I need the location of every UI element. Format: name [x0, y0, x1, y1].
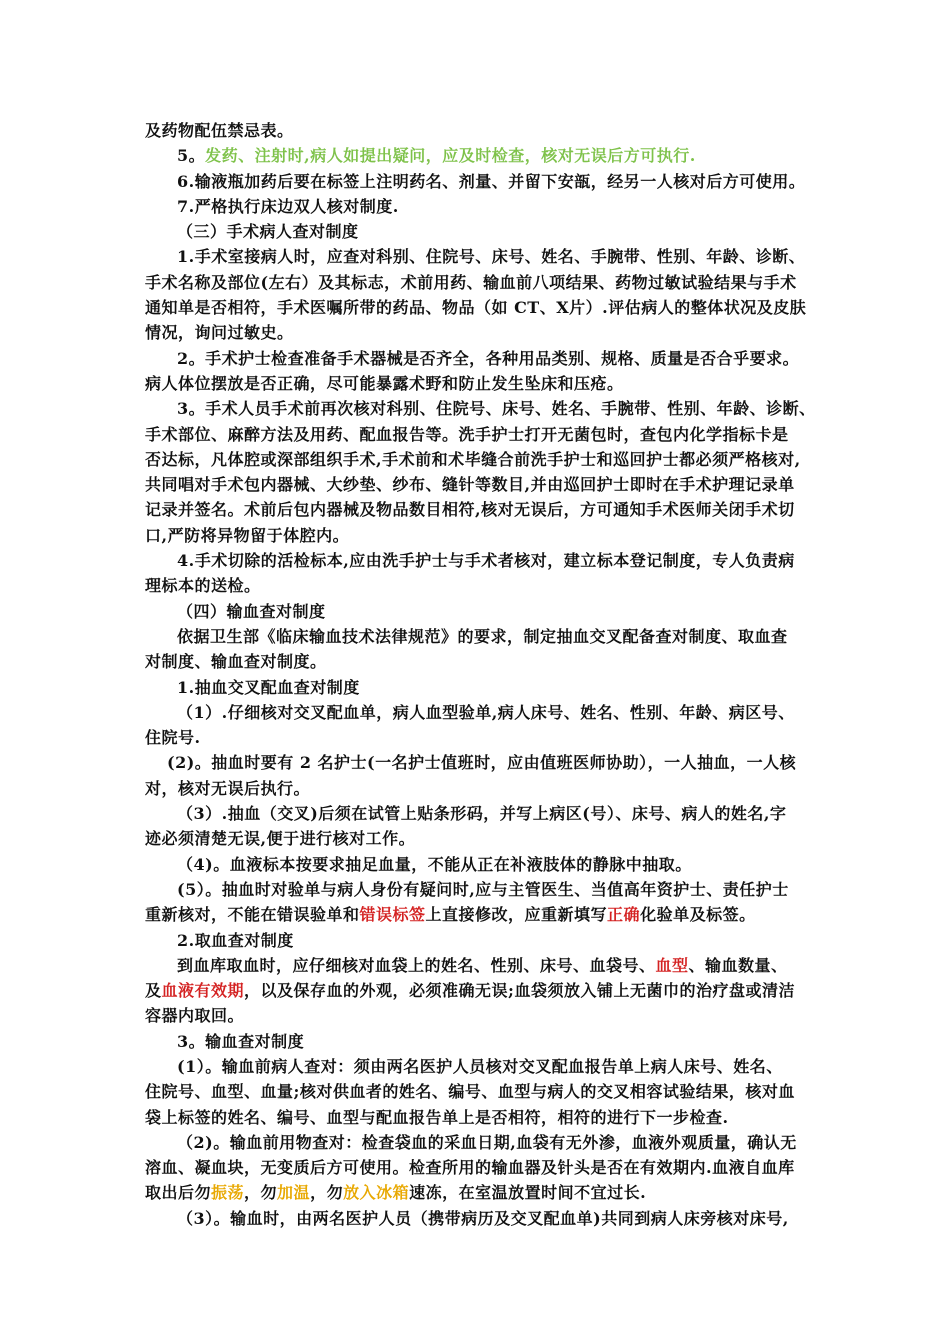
text-segment: 手术名称及部位(左右）及其标志，术前用药、输血前八项结果、药物过敏试验结果与手术 — [145, 272, 797, 292]
text-segment: 化验单及标签。 — [640, 905, 756, 925]
text-line — [145, 169, 825, 194]
text-segment: 溶血、凝血块，无变质后方可使用。检查所用的输血器及针头是否在有效期内.血液自血库 — [145, 1158, 795, 1178]
text-segment: 否达标，凡体腔或深部组织手术,手术前和术毕缝合前洗手护士和巡回护士都必须严格核对, — [145, 449, 801, 469]
text-line — [145, 219, 825, 244]
text-segment: 速冻，在室温放置时间不宜过长. — [409, 1183, 647, 1203]
text-segment: 住院号. — [145, 728, 201, 748]
highlighted-text: 放入冰箱 — [343, 1183, 410, 1203]
highlighted-text: 正确 — [607, 905, 641, 925]
highlighted-text: 发药、注射时,病人如提出疑问，应及时检查，核对无误后方可执行. — [205, 146, 696, 166]
text-line — [145, 472, 825, 497]
text-line — [145, 624, 825, 649]
text-segment: ，勿 — [244, 1183, 278, 1203]
text-line — [145, 1105, 825, 1130]
text-segment: （1）.仔细核对交叉配血单，病人血型验单,病人床号、姓名、性别、年龄、病区号、 — [177, 702, 795, 722]
text-line — [145, 573, 825, 598]
text-segment: 6.输液瓶加药后要在标签上注明药名、剂量、并留下安瓿，经另一人核对后方可使用。 — [177, 171, 806, 191]
text-line — [145, 776, 825, 801]
text-segment: 对制度、输血查对制度。 — [145, 652, 327, 672]
text-line — [145, 675, 825, 700]
text-line — [145, 244, 825, 269]
highlighted-text: 加温 — [277, 1183, 311, 1203]
text-line — [145, 852, 825, 877]
text-line — [145, 1155, 825, 1180]
text-line — [145, 826, 825, 851]
text-segment: (1）。输血前病人查对：须由两名医护人员核对交叉配血报告单上病人床号、姓名、 — [177, 1056, 783, 1076]
text-line — [145, 750, 825, 775]
text-segment: （3）.抽血（交叉)后须在试管上贴条形码，并写上病区(号）、床号、病人的姓名,字 — [177, 804, 787, 824]
text-segment: 上直接修改，应重新填写 — [425, 905, 608, 925]
text-segment: 依据卫生部《临床输血技术法律规范》的要求，制定抽血交叉配备查对制度、取血查 — [177, 626, 788, 646]
text-segment: ，以及保存血的外观，必须准确无误;血袋须放入铺上无菌巾的治疗盘或清洁 — [244, 981, 795, 1001]
text-segment: 3。手术人员手术前再次核对科别、住院号、床号、姓名、手腕带、性别、年龄、诊断、 — [177, 399, 816, 419]
text-segment: 7.严格执行床边双人核对制度. — [177, 196, 399, 216]
text-line — [145, 447, 825, 472]
text-segment: 迹必须清楚无误,便于进行核对工作。 — [145, 829, 416, 849]
text-line — [145, 902, 825, 927]
text-line — [145, 295, 825, 320]
document-body-text — [145, 118, 825, 1231]
text-line — [145, 497, 825, 522]
text-segment: 5。 — [177, 146, 206, 166]
text-segment: 病人体位摆放是否正确，尽可能暴露术野和防止发生坠床和压疮。 — [145, 373, 624, 393]
text-line — [145, 801, 825, 826]
text-segment: 容器内取回。 — [145, 1006, 245, 1026]
text-line — [145, 422, 825, 447]
text-segment: 袋上标签的姓名、编号、血型与配血报告单上是否相符，相符的进行下一步检查. — [145, 1107, 729, 1127]
text-segment: （三）手术病人查对制度 — [177, 222, 359, 242]
text-segment: 记录并签名。术前后包内器械及物品数目相符,核对无误后，方可通知手术医师关闭手术切 — [145, 500, 795, 520]
text-segment: 3。输血查对制度 — [177, 1031, 305, 1051]
text-segment: （4)。血液标本按要求抽足血量，不能从正在补液肢体的静脉中抽取。 — [177, 854, 692, 874]
text-line — [145, 320, 825, 345]
text-segment: （3）。输血时，由两名医护人员（携带病历及交叉配血单)共同到病人床旁核对床号, — [177, 1208, 789, 1228]
text-line — [145, 1180, 825, 1205]
text-segment: （2)。输血前用物查对：检查袋血的采血日期,血袋有无外渗，血液外观质量，确认无 — [177, 1132, 797, 1152]
text-segment: 住院号、血型、血量;核对供血者的姓名、编号、血型与病人的交叉相容试验结果，核对血 — [145, 1082, 795, 1102]
text-line — [145, 270, 825, 295]
text-line — [145, 523, 825, 548]
text-line — [145, 1029, 825, 1054]
text-line — [145, 953, 825, 978]
text-segment: 到血库取血时，应仔细核对血袋上的姓名、性别、床号、血袋号、 — [177, 955, 656, 975]
text-line — [145, 396, 825, 421]
text-line — [145, 877, 825, 902]
highlighted-text: 错误标签 — [359, 905, 426, 925]
highlighted-text: 血型 — [655, 955, 689, 975]
text-segment: 及药物配伍禁忌表。 — [145, 121, 294, 140]
text-segment: (2)。抽血时要有 2 名护士(一名护士值班时，应由值班医师协助），一人抽血，一人核 — [167, 753, 797, 773]
highlighted-text: 血液有效期 — [161, 981, 245, 1001]
highlighted-text: 振荡 — [211, 1183, 245, 1203]
text-segment: 重新核对，不能在错误验单和 — [145, 905, 360, 925]
text-segment: 共同唱对手术包内器械、大纱垫、纱布、缝针等数目,并由巡回护士即时在手术护理记录单 — [145, 475, 795, 495]
text-segment: 取出后勿 — [145, 1183, 212, 1203]
text-segment: 2。手术护士检查准备手术器械是否齐全，各种用品类别、规格、质量是否合乎要求。 — [177, 348, 800, 368]
text-line — [145, 548, 825, 573]
text-segment: 情况，询问过敏史。 — [145, 323, 294, 343]
text-line — [145, 346, 825, 371]
text-line — [145, 194, 825, 219]
text-line — [145, 1206, 825, 1231]
text-segment: 2.取血查对制度 — [177, 930, 294, 950]
text-segment: 4.手术切除的活检标本,应由洗手护士与手术者核对，建立标本登记制度，专人负责病 — [177, 551, 795, 571]
text-segment: 1.抽血交叉配血查对制度 — [177, 677, 360, 697]
text-segment: 1.手术室接病人时，应查对科别、住院号、床号、姓名、手腕带、性别、年龄、诊断、 — [177, 247, 806, 267]
text-segment: 及 — [145, 981, 162, 1001]
text-line — [145, 649, 825, 674]
text-segment: (5）。抽血时对验单与病人身份有疑问时,应与主管医生、当值高年资护士、责任护士 — [177, 879, 789, 899]
text-line — [145, 143, 825, 168]
text-segment: 口,严防将异物留于体腔内。 — [145, 525, 350, 545]
text-segment: （四）输血查对制度 — [177, 601, 326, 621]
text-line — [145, 1079, 825, 1104]
text-segment: 通知单是否相符，手术医嘱所带的药品、物品（如 CT、X片）.评估病人的整体状况及皮肤 — [145, 298, 807, 318]
text-segment: 、输血数量、 — [688, 955, 788, 975]
text-segment: 对，核对无误后执行。 — [145, 778, 311, 798]
text-line — [145, 1130, 825, 1155]
text-segment: 手术部位、麻醉方法及用药、配血报告等。洗手护士打开无菌包时，查包内化学指标卡是 — [145, 424, 789, 444]
text-segment: ，勿 — [310, 1183, 344, 1203]
text-line — [145, 1003, 825, 1028]
text-line — [145, 118, 825, 143]
text-line — [145, 1054, 825, 1079]
text-line — [145, 371, 825, 396]
text-line — [145, 700, 825, 725]
text-segment: 理标本的送检。 — [145, 576, 261, 596]
text-line — [145, 599, 825, 624]
text-line — [145, 928, 825, 953]
text-line — [145, 725, 825, 750]
text-line — [145, 978, 825, 1003]
